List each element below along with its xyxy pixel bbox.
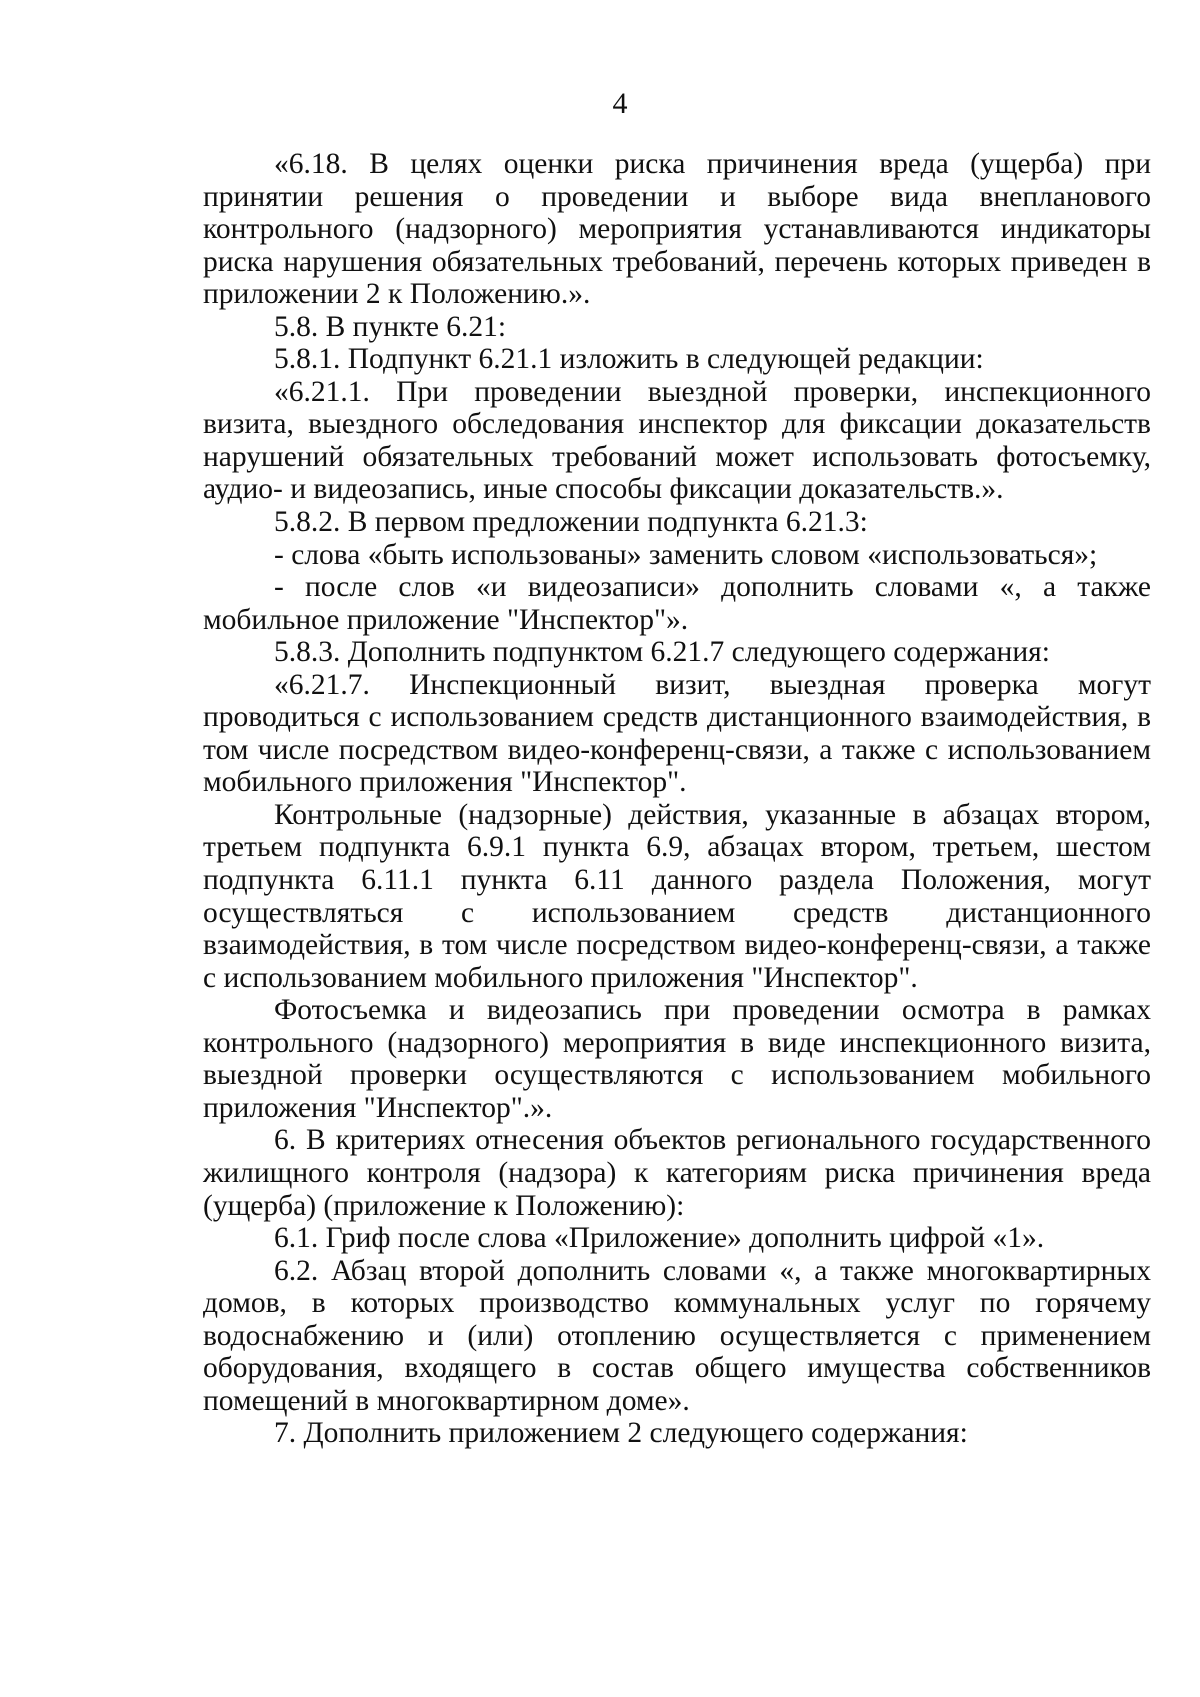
- paragraph-5-8-2: 5.8.2. В первом предложении подпункта 6.21.3:: [274, 506, 868, 539]
- paragraph-6-18: «6.18. В целях оценки риска причинения вреда (ущерба) при принятии решения о проведении и выборе вида внепланового контрольного (надзорного) мероприятия устанавливаются индикаторы риска нарушения обязательных требований, перечень которых приведен в приложении 2 к Положению.».: [203, 148, 1151, 311]
- list-item-add-words: - после слов «и видеозаписи» дополнить словами «, а также мобильное приложение "Инспектор"».: [203, 571, 1151, 636]
- paragraph-photo-video: Фотосъемка и видеозапись при проведении осмотра в рамках контрольного (надзорного) мероприятия в виде инспекционного визита, выездной проверки осуществляются с использованием мобильного приложения "Инспектор".».: [203, 994, 1151, 1124]
- paragraph-6-1: 6.1. Гриф после слова «Приложение» дополнить цифрой «1».: [274, 1222, 1045, 1255]
- paragraph-5-8: 5.8. В пункте 6.21:: [274, 310, 507, 343]
- paragraph-7: 7. Дополнить приложением 2 следующего содержания:: [274, 1417, 968, 1450]
- paragraph-6-21-1: «6.21.1. При проведении выездной проверки, инспекционного визита, выездного обследования инспектор для фиксации доказательств нарушений обязательных требований может использовать фотосъемку, аудио- и видеозапись, иные способы фиксации доказательств.».: [203, 375, 1151, 506]
- paragraph-5-8-3: 5.8.3. Дополнить подпунктом 6.21.7 следующего содержания:: [274, 636, 1050, 669]
- document-body: [203, 148, 1151, 1450]
- paragraph-5-8-1: 5.8.1. Подпункт 6.21.1 изложить в следующей редакции:: [274, 343, 984, 376]
- paragraph-6-21-7: «6.21.7. Инспекционный визит, выездная проверка могут проводиться с использованием средств дистанционного взаимодействия, в том числе посредством видео-конференц-связи, а также с использованием мобильного приложения "Инспектор".: [203, 668, 1151, 799]
- list-item-replace-words: - слова «быть использованы» заменить словом «использоваться»;: [274, 538, 1098, 571]
- paragraph-6: 6. В критериях отнесения объектов регионального государственного жилищного контроля (надзора) к категориям риска причинения вреда (ущерба) (приложение к Положению):: [203, 1124, 1151, 1222]
- page-number: 4: [612, 87, 628, 120]
- paragraph-6-2: 6.2. Абзац второй дополнить словами «, а также многоквартирных домов, в которых производство коммунальных услуг по горячему водоснабжению и (или) отоплению осуществляется с применением оборудования, входящего в состав общего имущества собственников помещений в многоквартирном доме».: [203, 1254, 1151, 1417]
- paragraph-control-actions: Контрольные (надзорные) действия, указанные в абзацах втором, третьем подпункта 6.9.1 пункта 6.9, абзацах втором, третьем, шестом подпункта 6.11.1 пункта 6.11 данного раздела Положения, могут осуществляться с использованием средств дистанционного взаимодействия, в том числе посредством видео-конференц-связи, а также с использованием мобильного приложения "Инспектор".: [203, 798, 1151, 994]
